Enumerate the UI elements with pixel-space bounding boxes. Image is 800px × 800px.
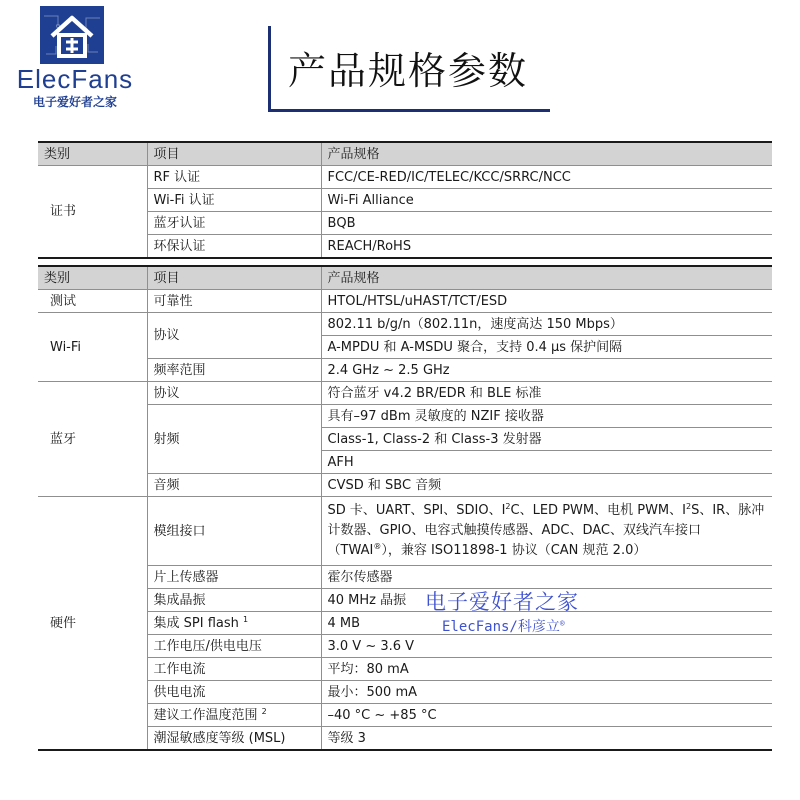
watermark-text: ElecFans/科彦立 bbox=[442, 619, 560, 635]
spec-cell: 最小：500 mA bbox=[321, 681, 772, 704]
spec-text: ），兼容 ISO11898-1 协议（CAN 规范 2.0） bbox=[381, 543, 647, 558]
footnote-marker: 1 bbox=[243, 614, 249, 624]
header-spec: 产品规格 bbox=[321, 266, 772, 290]
registered-mark: ® bbox=[559, 619, 565, 628]
page-title: 产品规格参数 bbox=[288, 49, 529, 93]
logo-subtitle: 电子爱好者之家 bbox=[32, 95, 117, 109]
table-row bbox=[38, 658, 772, 681]
table-row bbox=[38, 497, 772, 566]
superscript: 2 bbox=[685, 502, 692, 511]
item-cell: 可靠性 bbox=[147, 290, 321, 313]
item-cell: 协议 bbox=[147, 313, 321, 359]
spec-cell: HTOL/HTSL/uHAST/TCT/ESD bbox=[321, 290, 772, 313]
spec-cell: 符合蓝牙 v4.2 BR/EDR 和 BLE 标准 bbox=[321, 382, 772, 405]
item-cell: RF 认证 bbox=[147, 166, 321, 189]
spec-cell: 3.0 V ~ 3.6 V bbox=[321, 635, 772, 658]
category-wifi: Wi-Fi bbox=[38, 313, 147, 382]
watermark-subtitle bbox=[442, 619, 565, 635]
category-hardware: 硬件 bbox=[38, 497, 147, 751]
item-cell bbox=[147, 704, 321, 727]
superscript: ® bbox=[373, 542, 382, 551]
table-row bbox=[38, 382, 772, 405]
table-row bbox=[38, 635, 772, 658]
table-row bbox=[38, 474, 772, 497]
spec-cell: –40 °C ~ +85 °C bbox=[321, 704, 772, 727]
header-category: 类别 bbox=[38, 142, 147, 166]
spec-cell: 具有–97 dBm 灵敏度的 NZIF 接收器 bbox=[321, 405, 772, 428]
item-cell: 工作电压/供电电压 bbox=[147, 635, 321, 658]
spec-cell: 2.4 GHz ~ 2.5 GHz bbox=[321, 359, 772, 382]
table-row bbox=[38, 313, 772, 336]
item-cell: 片上传感器 bbox=[147, 566, 321, 589]
item-cell: 环保认证 bbox=[147, 235, 321, 259]
elecfans-logo-icon bbox=[40, 6, 104, 64]
table-row bbox=[38, 589, 772, 612]
header-spec: 产品规格 bbox=[321, 142, 772, 166]
specification-table bbox=[38, 265, 772, 751]
spec-cell: REACH/RoHS bbox=[321, 235, 772, 259]
superscript: 2 bbox=[505, 502, 511, 511]
item-cell: 集成晶振 bbox=[147, 589, 321, 612]
item-cell: 频率范围 bbox=[147, 359, 321, 382]
spec-cell: CVSD 和 SBC 音频 bbox=[321, 474, 772, 497]
item-cell: 供电电流 bbox=[147, 681, 321, 704]
spec-cell: AFH bbox=[321, 451, 772, 474]
spec-cell: 平均：80 mA bbox=[321, 658, 772, 681]
table-row bbox=[38, 566, 772, 589]
table-row bbox=[38, 290, 772, 313]
item-text: 集成 SPI flash bbox=[153, 615, 239, 631]
item-cell: 模组接口 bbox=[147, 497, 321, 566]
logo-wordmark: ElecFans bbox=[16, 64, 134, 94]
spec-text: SD 卡、UART、SPI、SDIO、I bbox=[327, 503, 506, 518]
spec-cell: 4 MB bbox=[321, 612, 772, 635]
spec-cell: Wi-Fi Alliance bbox=[321, 189, 772, 212]
item-cell: 潮湿敏感度等级 (MSL) bbox=[147, 727, 321, 751]
watermark-title: 电子爱好者之家 bbox=[425, 590, 579, 614]
spec-cell: A-MPDU 和 A-MSDU 聚合，支持 0.4 µs 保护间隔 bbox=[321, 336, 772, 359]
category-bluetooth: 蓝牙 bbox=[38, 382, 147, 497]
table-row bbox=[38, 681, 772, 704]
header-category: 类别 bbox=[38, 266, 147, 290]
item-cell: 工作电流 bbox=[147, 658, 321, 681]
footnote-marker: 2 bbox=[261, 706, 267, 716]
table-row bbox=[38, 235, 772, 259]
item-cell: Wi-Fi 认证 bbox=[147, 189, 321, 212]
item-text: 建议工作温度范围 bbox=[153, 707, 258, 723]
spec-cell: 等级 3 bbox=[321, 727, 772, 751]
item-cell: 射频 bbox=[147, 405, 321, 474]
table-row bbox=[38, 212, 772, 235]
spec-text: S、IR、脉冲计数器、GPIO、电容式触摸传感器、ADC、DAC、双线汽车接口（TWAI bbox=[327, 503, 765, 558]
table-row bbox=[38, 405, 772, 428]
interface-spec-cell bbox=[321, 497, 772, 566]
table-row bbox=[38, 704, 772, 727]
item-cell bbox=[147, 612, 321, 635]
spec-text: C、LED PWM、电机 PWM、I bbox=[510, 503, 686, 518]
spec-cell: BQB bbox=[321, 212, 772, 235]
table-row bbox=[38, 612, 772, 635]
table-row bbox=[38, 189, 772, 212]
category-cert: 证书 bbox=[38, 166, 147, 259]
table-row bbox=[38, 359, 772, 382]
certification-table bbox=[38, 141, 772, 259]
table-row bbox=[38, 166, 772, 189]
spec-cell: 霍尔传感器 bbox=[321, 566, 772, 589]
spec-cell: FCC/CE-RED/IC/TELEC/KCC/SRRC/NCC bbox=[321, 166, 772, 189]
spec-cell: Class-1, Class-2 和 Class-3 发射器 bbox=[321, 428, 772, 451]
category-test: 测试 bbox=[38, 290, 147, 313]
item-cell: 音频 bbox=[147, 474, 321, 497]
header-item: 项目 bbox=[147, 142, 321, 166]
item-cell: 协议 bbox=[147, 382, 321, 405]
table-header-row bbox=[38, 142, 772, 166]
spec-cell: 802.11 b/g/n（802.11n，速度高达 150 Mbps） bbox=[321, 313, 772, 336]
header-item: 项目 bbox=[147, 266, 321, 290]
item-cell: 蓝牙认证 bbox=[147, 212, 321, 235]
table-header-row bbox=[38, 266, 772, 290]
table-row bbox=[38, 727, 772, 751]
spec-cell: 40 MHz 晶振 bbox=[321, 589, 772, 612]
